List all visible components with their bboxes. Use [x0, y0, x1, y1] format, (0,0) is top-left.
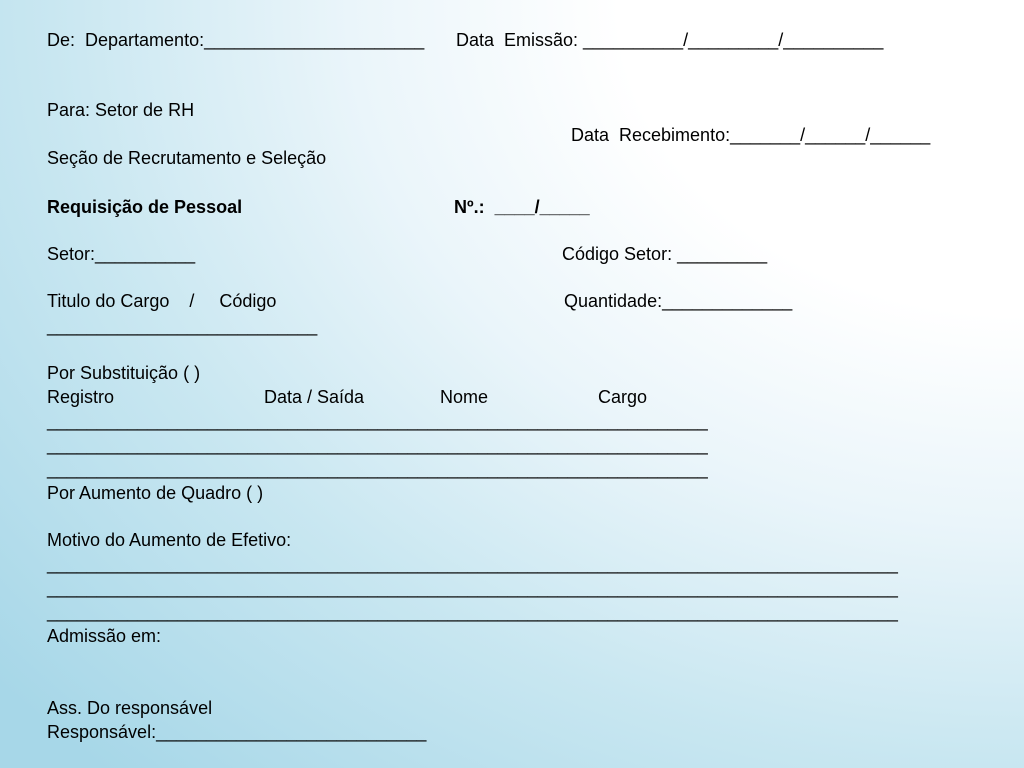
recipient-section: Seção de Recrutamento e Seleção: [47, 148, 327, 168]
column-header-registro: Registro: [47, 387, 115, 407]
quantity-field: Quantidade:_____________: [564, 291, 793, 311]
job-title-line: ___________________________: [47, 316, 318, 336]
issue-date-field: Data Emissão: __________/_________/__________: [456, 30, 884, 50]
increase-reason-line: _____________________________________________________________________________________: [47, 602, 898, 622]
recipient-to: Para: Setor de RH: [47, 100, 195, 120]
sector-field: Setor:__________: [47, 244, 196, 264]
sector-code-field: Código Setor: _________: [562, 244, 768, 264]
signature-label: Ass. Do responsável: [47, 698, 213, 718]
column-header-data-saida: Data / Saída: [264, 387, 365, 407]
increase-reason-label: Motivo do Aumento de Efetivo:: [47, 530, 292, 550]
increase-option: Por Aumento de Quadro ( ): [47, 483, 264, 503]
substitution-row-line: __________________________________________________________________: [47, 411, 708, 431]
column-header-nome: Nome: [440, 387, 489, 407]
job-title-label: Titulo do Cargo / Código: [47, 291, 277, 311]
responsible-field: Responsável:___________________________: [47, 722, 427, 742]
from-department-field: De: Departamento:______________________: [47, 30, 425, 50]
substitution-option: Por Substituição ( ): [47, 363, 201, 383]
form-title: Requisição de Pessoal: [47, 197, 243, 217]
increase-reason-line: _____________________________________________________________________________________: [47, 554, 898, 574]
increase-reason-line: _____________________________________________________________________________________: [47, 578, 898, 598]
receipt-date-field: Data Recebimento:_______/______/______: [571, 125, 931, 145]
admission-label: Admissão em:: [47, 626, 162, 646]
substitution-row-line: __________________________________________________________________: [47, 459, 708, 479]
substitution-row-line: __________________________________________________________________: [47, 435, 708, 455]
request-number-field: Nº.: ____/_____: [454, 197, 590, 217]
column-header-cargo: Cargo: [598, 387, 648, 407]
